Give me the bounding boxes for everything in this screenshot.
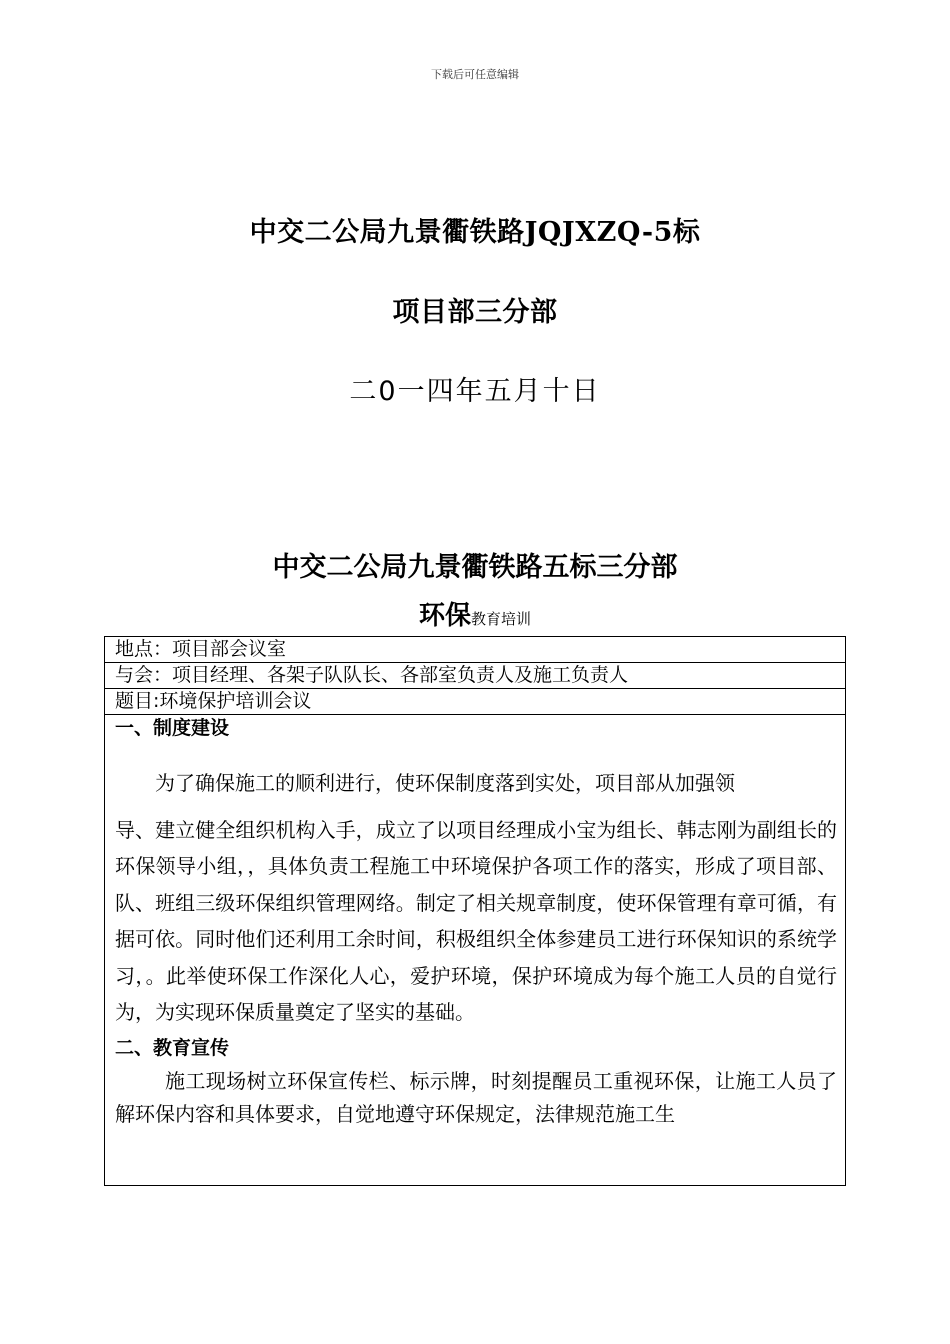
meeting-record-table (104, 636, 846, 1186)
attendees-cell: 与会：项目经理、各架子队队长、各部室负责人及施工负责人 (105, 663, 846, 689)
content-cell (105, 715, 846, 1186)
table-row (105, 637, 846, 663)
section-1-paragraph-first-line: 为了确保施工的顺利进行，使环保制度落到实处，项目部从加强领 (155, 771, 735, 795)
document-title: 中交二公局九景衢铁路五标三分部 (272, 552, 678, 583)
table-row (105, 689, 846, 715)
subtitle-main: 环保 (418, 601, 471, 631)
subtitle-small: 教育培训 (471, 610, 532, 628)
cover-title-line-1: 中交二公局九景衢铁路JQJXZQ-5标 (249, 217, 701, 248)
section-2-heading: 二、教育宣传 (115, 1036, 230, 1059)
table-row (105, 715, 846, 1186)
section-2-paragraph: 施工现场树立环保宣传栏、标示牌，时刻提醒员工重视环保，让施工人员了解环保内容和具体要求，自觉地遵守环保规定，法律规范施工生 (115, 1068, 837, 1126)
cover-title-line-2: 项目部三分部 (392, 297, 558, 328)
topic-cell: 题目:环境保护培训会议 (105, 689, 846, 715)
location-cell: 地点：项目部会议室 (105, 637, 846, 663)
cover-date: 二0一四年五月十日 (349, 376, 601, 407)
section-1-paragraph-rest: 导、建立健全组织机构入手，成立了以项目经理成小宝为组长、韩志刚为副组长的环保领导小组，，具体负责工程施工中环境保护各项工作的落实，形成了项目部、队、班组三级环保组织管理网络。制定了相关规章制度，使环保管理有章可循，有据可依。同时他们还利用工余时间，积极组织全体参建员工进行环保知识的系统学习，。此举使环保工作深化人心，爱护环境，保护环境成为每个施工人员的自觉行为，为实现环保质量奠定了坚实的基础。 (115, 817, 837, 1024)
table-row (105, 663, 846, 689)
header-note: 下载后可任意编辑 (431, 68, 519, 81)
section-1-heading: 一、制度建设 (115, 717, 230, 739)
section-1-paragraph (115, 765, 837, 1031)
document-subtitle (0, 595, 950, 632)
